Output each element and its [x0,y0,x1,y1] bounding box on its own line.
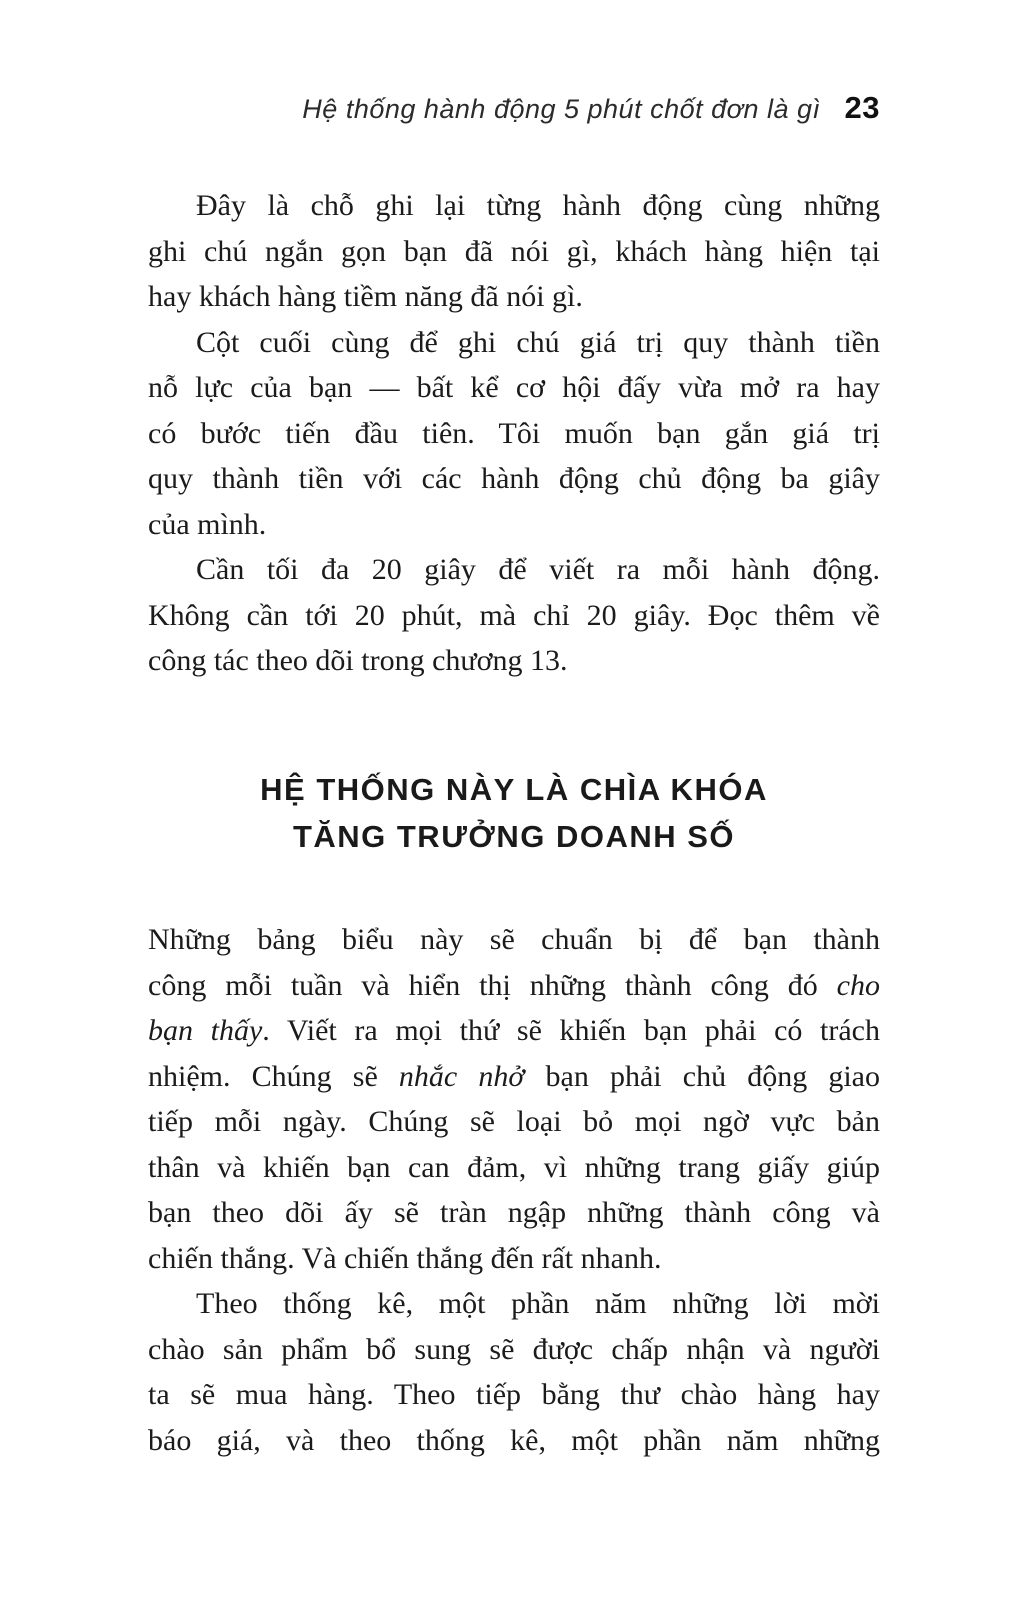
text-line [148,456,880,502]
text-segment: ta sẽ mua hàng. Theo tiếp bằng thư chào hàng hay [148,1378,880,1411]
text-line [148,547,880,593]
text-segment: Đây là chỗ ghi lại từng hành động cùng những [196,189,880,222]
text-segment: quy thành tiền với các hành động chủ động ba giây [148,462,880,495]
text-segment: Theo thống kê, một phần năm những lời mời [196,1287,880,1320]
emphasized-text: nhắc nhở [398,1059,525,1093]
text-line [148,320,880,366]
paragraph [148,547,880,684]
paragraph [148,1281,880,1463]
text-line [148,1236,880,1282]
text-line [148,1008,880,1054]
section-heading-line: TĂNG TRƯỞNG DOANH SỐ [292,819,736,854]
emphasized-text: bạn thấy [148,1014,263,1047]
text-line [148,593,880,639]
text-line [148,183,880,229]
page-number: 23 [844,90,880,125]
text-line [148,411,880,457]
text-segment: công tác theo dõi trong chương 13. [148,644,568,677]
text-segment: . Viết ra mọi thứ sẽ khiến bạn phải có trách [262,1014,880,1047]
text-segment: báo giá, và theo thống kê, một phần năm những [148,1423,880,1457]
text-line [148,1099,880,1145]
section-heading-line: HỆ THỐNG NÀY LÀ CHÌA KHÓA [260,772,768,807]
text-segment: có bước tiến đầu tiên. Tôi muốn bạn gắn giá trị [148,416,880,450]
text-line [148,1281,880,1327]
text-segment: nhiệm. Chúng sẽ [148,1059,399,1093]
text-segment: bạn theo dõi ấy sẽ tràn ngập những thành công và [148,1196,880,1229]
text-segment: bạn phải chủ động giao [524,1059,880,1093]
text-segment: công mỗi tuần và hiển thị những thành công đó [148,968,837,1002]
text-segment: chào sản phẩm bổ sung sẽ được chấp nhận và người [148,1332,880,1366]
emphasized-text: cho [836,968,880,1002]
paragraph [148,183,880,320]
text-line [148,1054,880,1100]
text-line [148,1372,880,1418]
text-segment: Cột cuối cùng để ghi chú giá trị quy thành tiền [196,325,880,359]
text-line [148,963,880,1009]
text-segment: hay khách hàng tiềm năng đã nói gì. [148,280,583,313]
text-line [148,917,880,963]
running-header-title: Hệ thống hành động 5 phút chốt đơn là gì [302,94,821,124]
text-line [148,1418,880,1464]
text-segment: Những bảng biểu này sẽ chuẩn bị để bạn thành [148,923,880,956]
text-segment: Cần tối đa 20 giây để viết ra mỗi hành động. [196,553,880,586]
text-segment: nỗ lực của bạn — bất kể cơ hội đấy vừa mở ra hay [148,371,880,404]
text-line [148,1190,880,1236]
text-segment: của mình. [148,507,267,541]
text-line [148,1327,880,1373]
text-line [148,274,880,320]
running-header [148,90,880,126]
text-segment: Không cần tới 20 phút, mà chỉ 20 giây. Đọc thêm về [148,598,880,632]
text-line [148,365,880,411]
paragraph [148,320,880,548]
body-text-top [148,183,880,684]
text-line [148,638,880,684]
text-segment: chiến thắng. Và chiến thắng đến rất nhanh. [148,1241,662,1275]
text-segment: tiếp mỗi ngày. Chúng sẽ loại bỏ mọi ngờ vực bản [148,1105,880,1138]
text-segment: thân và khiến bạn can đảm, vì những trang giấy giúp [148,1150,880,1184]
section-heading [148,766,880,860]
text-line [148,229,880,275]
text-line [148,502,880,548]
text-segment: ghi chú ngắn gọn bạn đã nói gì, khách hàng hiện tại [148,234,880,268]
text-line [148,1145,880,1191]
paragraph [148,917,880,1281]
body-text-bottom [148,917,880,1463]
